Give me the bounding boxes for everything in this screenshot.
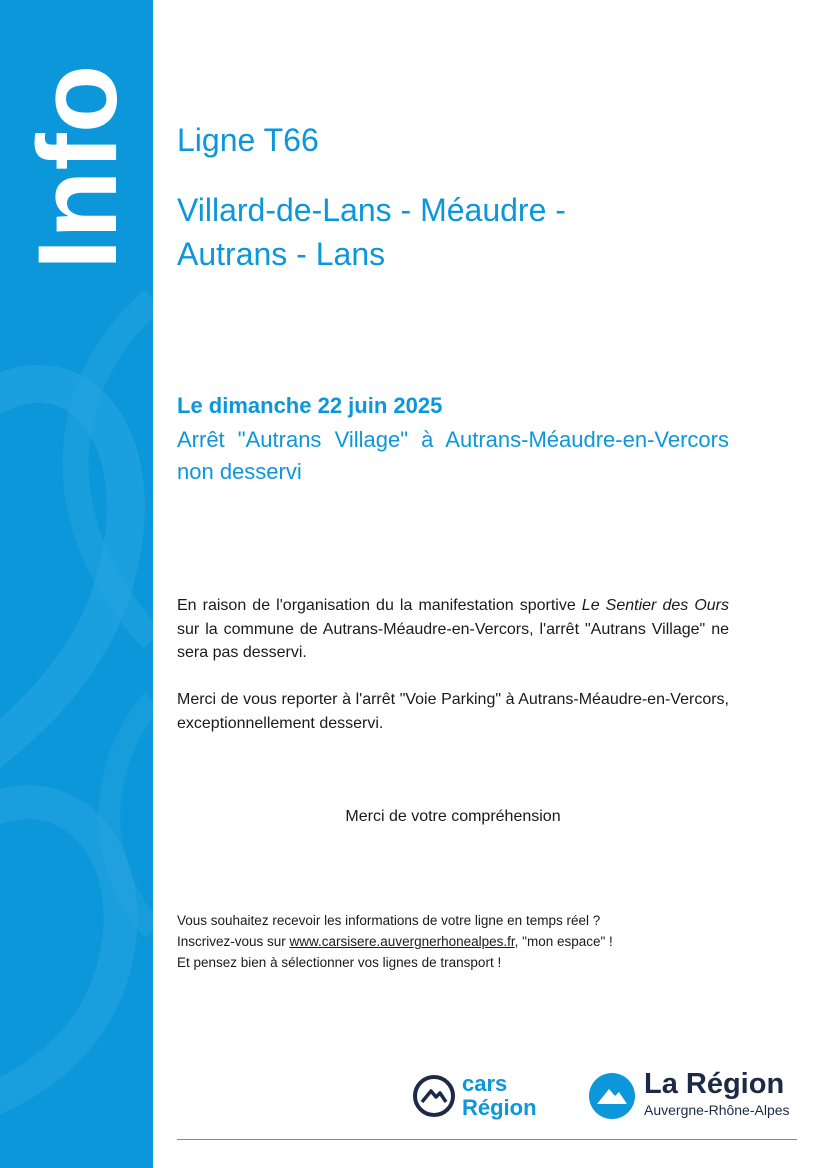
- para1-before: En raison de l'organisation du la manifestation sportive: [177, 597, 582, 614]
- cars-logo-text: [462, 1072, 537, 1120]
- footer-line-2-before: Inscrivez-vous sur: [177, 934, 290, 949]
- cars-logo-top: cars: [462, 1071, 508, 1096]
- footer-line-1: Vous souhaitez recevoir les informations de votre ligne en temps réel ?: [177, 913, 601, 928]
- body-paragraph-1: [177, 594, 729, 665]
- cars-region-logo: [412, 1068, 572, 1128]
- info-word-text: Info: [15, 64, 140, 270]
- notice-subtitle: Arrêt "Autrans Village" à Autrans-Méaudre-en-Vercors non desservi: [177, 427, 729, 484]
- cars-mountain-icon: [412, 1074, 456, 1118]
- footer-line-2: [177, 931, 737, 952]
- cars-logo-bottom: Région: [462, 1095, 537, 1120]
- event-name: Le Sentier des Ours: [581, 597, 729, 614]
- region-logo-subtitle: Auvergne-Rhône-Alpes: [644, 1102, 790, 1118]
- region-logo-title: La Région: [644, 1068, 785, 1100]
- thanks-text: Merci de votre compréhension: [345, 808, 561, 825]
- region-mountain-icon: [588, 1072, 636, 1120]
- para1-after: sur la commune de Autrans-Méaudre-en-Vercors, l'arrêt "Autrans Village" ne sera pas desservi.: [177, 620, 729, 661]
- carsisere-link[interactable]: www.carsisere.auvergnerhonealpes.fr: [289, 934, 515, 949]
- route-title-line1: Villard-de-Lans - Méaudre -: [177, 192, 566, 228]
- body-paragraph-2: Merci de vous reporter à l'arrêt "Voie Parking" à Autrans-Méaudre-en-Vercors, exceptionnellement desservi.: [177, 691, 729, 732]
- info-vertical-word: [0, 0, 153, 300]
- sidebar-band: [0, 0, 153, 1168]
- route-title-line2: Autrans - Lans: [177, 236, 386, 272]
- footer-line-3: Et pensez bien à sélectionner vos lignes de transport !: [177, 955, 502, 970]
- footer-line-2-after: , "mon espace" !: [514, 934, 613, 949]
- la-region-logo: [588, 1066, 808, 1126]
- footer-note: [177, 910, 737, 973]
- notice-date: Le dimanche 22 juin 2025: [177, 393, 443, 418]
- line-label: Ligne T66: [177, 122, 319, 158]
- bottom-divider: [177, 1139, 797, 1140]
